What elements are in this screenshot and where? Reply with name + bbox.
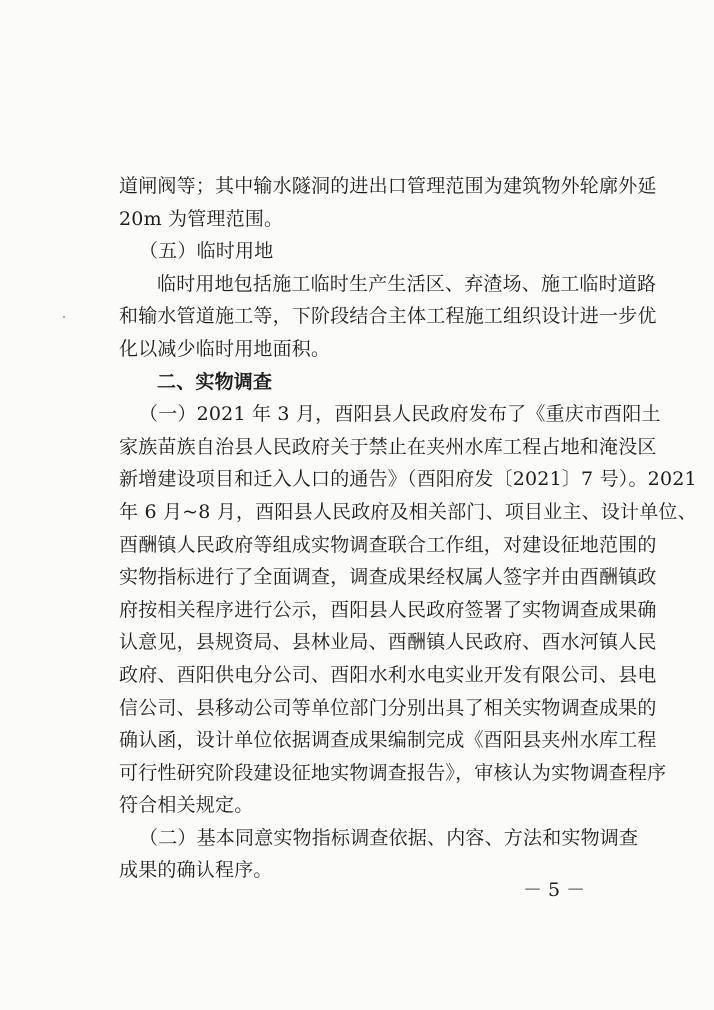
text-line: 政府、酉阳供电分公司、酉阳水利水电实业开发有限公司、县电 bbox=[119, 663, 657, 686]
text-line: 化以减少临时用地面积。 bbox=[119, 337, 331, 360]
text-line: 酉酬镇人民政府等组成实物调查联合工作组，对建设征地范围的 bbox=[119, 533, 657, 556]
text-line: 可行性研究阶段建设征地实物调查报告》，审核认为实物调查程序 bbox=[119, 761, 667, 784]
text-line: 道闸阀等；其中输水隧洞的进出口管理范围为建筑物外轮廓外延 bbox=[119, 175, 657, 197]
body-text bbox=[119, 170, 697, 887]
text-line: 府按相关程序进行公示，酉阳县人民政府签署了实物调查成果确 bbox=[119, 598, 657, 621]
text-line: 年 6 月~8 月，酉阳县人民政府及相关部门、项目业主、设计单位、 bbox=[119, 500, 697, 523]
scan-speck bbox=[63, 316, 65, 318]
text-line: 信公司、县移动公司等单位部门分别出具了相关实物调查成果的 bbox=[119, 696, 657, 719]
text-line: 成果的确认程序。 bbox=[119, 859, 273, 882]
text-line: 认意见，县规资局、县林业局、酉酬镇人民政府、酉水河镇人民 bbox=[119, 631, 657, 654]
text-line: 20m 为管理范围。 bbox=[119, 207, 284, 230]
text-line: 家族苗族自治县人民政府关于禁止在夹州水库工程占地和淹没区 bbox=[119, 435, 657, 458]
text-line: 符合相关规定。 bbox=[119, 794, 254, 817]
text-line: （二）基本同意实物指标调查依据、内容、方法和实物调查 bbox=[139, 826, 639, 849]
subheading: （五）临时用地 bbox=[139, 240, 274, 263]
section-heading: 二、实物调查 bbox=[157, 370, 273, 393]
text-line: 确认函，设计单位依据调查成果编制完成《酉阳县夹州水库工程 bbox=[119, 729, 657, 752]
text-line: 实物指标进行了全面调查，调查成果经权属人签字并由酉酬镇政 bbox=[119, 566, 657, 589]
page-number: － 5 － bbox=[523, 879, 586, 901]
text-line: （一）2021 年 3 月，酉阳县人民政府发布了《重庆市酉阳土 bbox=[139, 403, 661, 426]
text-line: 和输水管道施工等，下阶段结合主体工程施工组织设计进一步优 bbox=[119, 305, 657, 328]
text-line: 临时用地包括施工临时生产生活区、弃渣场、施工临时道路 bbox=[157, 272, 657, 295]
text-line: 新增建设项目和迁入人口的通告》（酉阳府发〔2021〕7 号）。2021 bbox=[119, 468, 697, 491]
